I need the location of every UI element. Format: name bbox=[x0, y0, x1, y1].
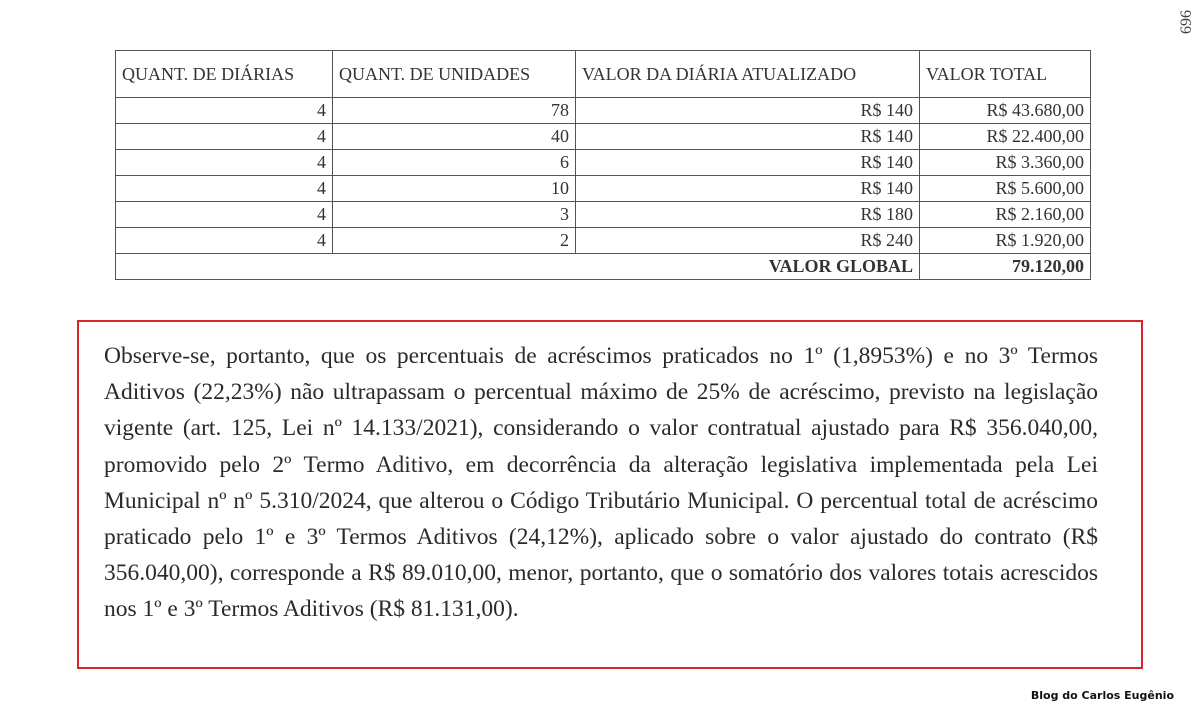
cell-diarias: 4 bbox=[116, 124, 333, 150]
header-quant-diarias: QUANT. DE DIÁRIAS bbox=[116, 51, 333, 98]
header-valor-diaria: VALOR DA DIÁRIA ATUALIZADO bbox=[576, 51, 920, 98]
cell-valor-total: R$ 2.160,00 bbox=[920, 202, 1091, 228]
table-header-row bbox=[116, 51, 1091, 98]
observation-paragraph: Observe-se, portanto, que os percentuais de acréscimos praticados no 1º (1,8953%) e no 3º Termos Aditivos (22,23%) não ultrapassam o percentual máximo de 25% de acréscimo, previsto na legislação vigente (art. 125, Lei nº 14.133/2021), considerando o valor contratual ajustado para R$ 356.040,00, promovido pelo 2º Termo Aditivo, em decorrência da alteração legislativa implementada pela Lei Municipal nº nº 5.310/2024, que alterou o Código Tributário Municipal. O percentual total de acréscimo praticado pelo 1º e 3º Termos Aditivos (24,12%), aplicado sobre o valor ajustado do contrato (R$ 356.040,00), corresponde a R$ 89.010,00, menor, portanto, que o somatório dos valores totais acrescidos nos 1º e 3º Termos Aditivos (R$ 81.131,00). bbox=[104, 343, 1098, 623]
cell-valor-total: R$ 5.600,00 bbox=[920, 176, 1091, 202]
cell-unidades: 40 bbox=[333, 124, 576, 150]
cell-unidades: 6 bbox=[333, 150, 576, 176]
cell-unidades: 78 bbox=[333, 98, 576, 124]
blog-watermark: Blog do Carlos Eugênio bbox=[1030, 689, 1174, 702]
cell-valor-diaria: R$ 240 bbox=[576, 228, 920, 254]
total-label: VALOR GLOBAL bbox=[116, 254, 920, 280]
cell-diarias: 4 bbox=[116, 228, 333, 254]
header-valor-total: VALOR TOTAL bbox=[920, 51, 1091, 98]
table-row bbox=[116, 98, 1091, 124]
cell-valor-total: R$ 43.680,00 bbox=[920, 98, 1091, 124]
table-row bbox=[116, 228, 1091, 254]
table-row bbox=[116, 176, 1091, 202]
cell-valor-diaria: R$ 140 bbox=[576, 124, 920, 150]
cell-diarias: 4 bbox=[116, 176, 333, 202]
cell-unidades: 2 bbox=[333, 228, 576, 254]
cell-valor-diaria: R$ 140 bbox=[576, 98, 920, 124]
table-total-row bbox=[116, 254, 1091, 280]
cell-valor-diaria: R$ 140 bbox=[576, 176, 920, 202]
total-value: 79.120,00 bbox=[920, 254, 1091, 280]
cell-valor-diaria: R$ 180 bbox=[576, 202, 920, 228]
cell-diarias: 4 bbox=[116, 202, 333, 228]
header-quant-unidades: QUANT. DE UNIDADES bbox=[333, 51, 576, 98]
cell-valor-total: R$ 22.400,00 bbox=[920, 124, 1091, 150]
cell-unidades: 3 bbox=[333, 202, 576, 228]
daily-rates-table bbox=[115, 50, 1091, 280]
cell-valor-diaria: R$ 140 bbox=[576, 150, 920, 176]
cell-diarias: 4 bbox=[116, 150, 333, 176]
table-row bbox=[116, 150, 1091, 176]
cell-diarias: 4 bbox=[116, 98, 333, 124]
table-row bbox=[116, 124, 1091, 150]
cell-valor-total: R$ 3.360,00 bbox=[920, 150, 1091, 176]
highlighted-paragraph-box bbox=[77, 320, 1143, 669]
cell-unidades: 10 bbox=[333, 176, 576, 202]
page-number: 696 bbox=[1178, 10, 1195, 34]
table-row bbox=[116, 202, 1091, 228]
cell-valor-total: R$ 1.920,00 bbox=[920, 228, 1091, 254]
